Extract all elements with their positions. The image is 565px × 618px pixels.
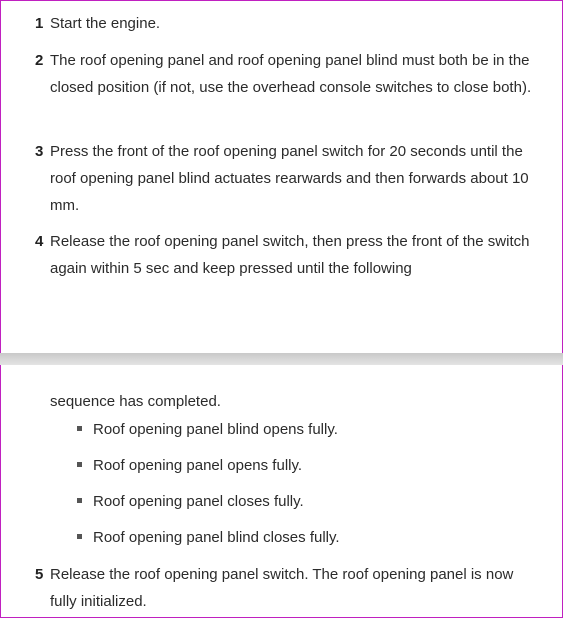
bullet-square-icon xyxy=(77,534,82,539)
step-number: 4 xyxy=(35,233,44,250)
list-item-text: Roof opening panel blind opens fully. xyxy=(93,421,338,438)
page-bottom xyxy=(0,365,563,618)
list-item-text: Roof opening panel blind closes fully. xyxy=(93,529,340,546)
list-item-text: Roof opening panel closes fully. xyxy=(93,493,304,510)
step-3 xyxy=(35,138,535,219)
list-item xyxy=(77,416,338,443)
bullet-square-icon xyxy=(77,462,82,467)
step-2 xyxy=(35,47,535,101)
step-number: 5 xyxy=(35,566,44,583)
list-item-text: Roof opening panel opens fully. xyxy=(93,457,303,474)
list-item xyxy=(77,452,302,479)
step-4-continuation: sequence has completed. xyxy=(50,393,221,410)
step-1 xyxy=(35,10,535,37)
step-text: The roof opening panel and roof opening panel blind must both be in the closed position (if not, use the overhead console switches to close both). xyxy=(50,52,532,96)
step-5 xyxy=(35,561,535,615)
bullet-square-icon xyxy=(77,426,82,431)
list-item xyxy=(77,488,304,515)
step-number: 3 xyxy=(35,143,44,160)
step-4 xyxy=(35,228,535,282)
step-number: 1 xyxy=(35,15,44,32)
page-break xyxy=(0,353,563,365)
step-text: Release the roof opening panel switch, then press the front of the switch again within 5 sec and keep pressed until the following xyxy=(50,233,530,277)
list-item xyxy=(77,524,340,551)
step-text: Press the front of the roof opening panel switch for 20 seconds until the roof opening panel blind actuates rearwards and then forwards about 10 mm. xyxy=(50,143,529,214)
step-text: Release the roof opening panel switch. The roof opening panel is now fully initialized. xyxy=(50,566,514,610)
step-number: 2 xyxy=(35,52,44,69)
step-text: Start the engine. xyxy=(50,15,161,32)
bullet-square-icon xyxy=(77,498,82,503)
